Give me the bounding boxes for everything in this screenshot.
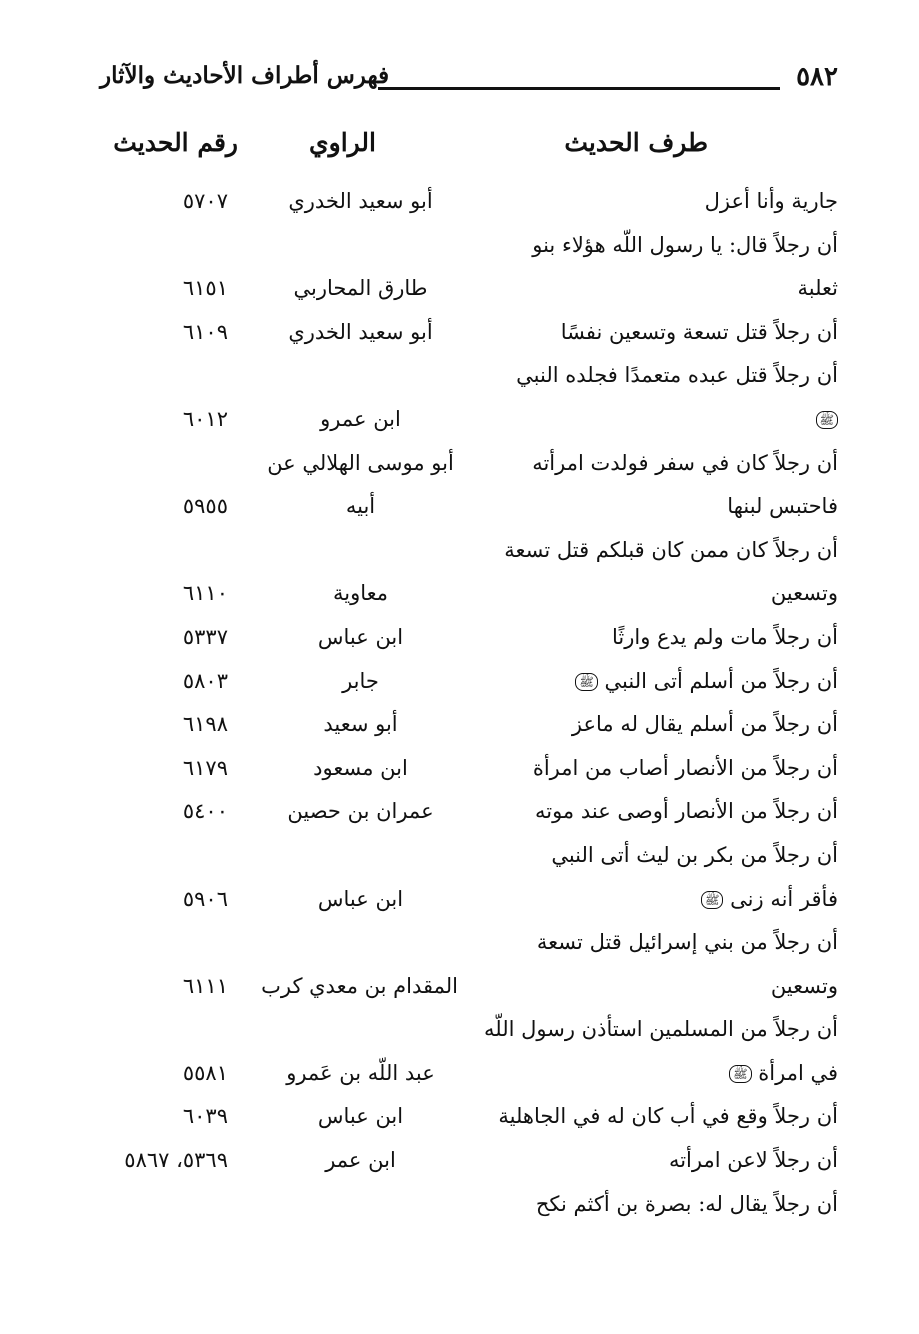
salla-honorific-icon: ﷺ xyxy=(575,673,598,691)
hadith-text xyxy=(468,1139,838,1183)
hadith-number: ٥٩٠٦ xyxy=(182,886,228,911)
index-entry xyxy=(100,311,838,355)
entry-line xyxy=(100,442,838,486)
entry-line xyxy=(100,1008,838,1052)
entry-line xyxy=(100,921,838,965)
hadith-number: ٦١١١ xyxy=(182,973,228,998)
entry-line xyxy=(100,1183,838,1227)
index-entry xyxy=(100,921,838,1008)
hadith-number: ٥٧٠٧ xyxy=(182,189,228,213)
hadith-text xyxy=(468,790,838,834)
index-entries xyxy=(100,180,838,1226)
hadith-text xyxy=(468,572,838,616)
index-entry xyxy=(100,660,838,704)
hadith-text-content: أن رجلاً من المسلمين استأذن رسول اللّه xyxy=(484,1017,838,1042)
hadith-number: ٥٨٠٣ xyxy=(182,668,228,693)
hadith-text xyxy=(468,660,838,704)
hadith-text xyxy=(468,1183,838,1227)
narrator: معاوية xyxy=(332,581,389,606)
hadith-number: ٥٣٣٧ xyxy=(182,624,228,649)
hadith-text-content: فأقر أنه زنى xyxy=(730,886,838,911)
index-entry xyxy=(100,1139,838,1183)
hadith-number: ٥٣٦٩، ٥٨٦٧ xyxy=(124,1148,228,1173)
hadith-text-content: أن رجلاً من الأنصار أوصى عند موته xyxy=(534,799,838,824)
hadith-number: ٦١٠٩ xyxy=(182,319,228,344)
hadith-text-content: أن رجلاً من بني إسرائيل قتل تسعة xyxy=(536,930,838,955)
index-entry xyxy=(100,224,838,311)
narrator: ابن عمرو xyxy=(320,406,401,431)
hadith-text xyxy=(468,616,838,660)
narrator: ابن عباس xyxy=(317,1104,404,1129)
hadith-number: ٦٠٣٩ xyxy=(182,1104,228,1129)
hadith-text-content: أن رجلاً وقع في أب كان له في الجاهلية xyxy=(498,1104,838,1129)
entry-line xyxy=(100,616,838,660)
entry-line xyxy=(100,878,838,922)
index-entry xyxy=(100,616,838,660)
narrator: ابن مسعود xyxy=(313,755,408,780)
hadith-text xyxy=(468,311,838,355)
entry-line xyxy=(100,572,838,616)
index-entry xyxy=(100,180,838,224)
entry-line xyxy=(100,790,838,834)
entry-line xyxy=(100,660,838,704)
hadith-text-content: أن رجلاً قتل عبده متعمدًا فجلده النبي xyxy=(516,363,838,388)
hadith-text-content: أن رجلاً من أسلم يقال له ماعز xyxy=(571,712,838,737)
page-header xyxy=(100,62,838,102)
index-entry xyxy=(100,1008,838,1095)
hadith-text xyxy=(468,703,838,747)
entry-line xyxy=(100,311,838,355)
running-title: فهرس أطراف الأحاديث والآثار xyxy=(100,62,390,89)
entry-line xyxy=(100,965,838,1009)
hadith-text xyxy=(468,180,838,224)
hadith-text-content: أن رجلاً لاعن امرأته xyxy=(668,1148,838,1173)
narrator: طارق المحاربي xyxy=(293,276,428,301)
hadith-text-content: أن رجلاً كان ممن كان قبلكم قتل تسعة xyxy=(504,537,838,562)
index-entry xyxy=(100,354,838,441)
narrator: ابن عباس xyxy=(317,624,404,649)
hadith-text xyxy=(468,1052,838,1096)
column-headers xyxy=(100,128,838,168)
index-entry xyxy=(100,529,838,616)
narrator: أبو سعيد الخدري xyxy=(288,319,433,344)
hadith-number: ٦١٥١ xyxy=(182,276,228,301)
hadith-number: ٦١٧٩ xyxy=(182,755,228,780)
hadith-text-content: أن رجلاً يقال له: بصرة بن أكثم نكح xyxy=(535,1191,838,1216)
narrator: ابن عباس xyxy=(317,886,404,911)
entry-line xyxy=(100,180,838,224)
page-number: ٥٨٢ xyxy=(796,62,838,92)
narrator: ابن عمر xyxy=(325,1148,396,1173)
hadith-text-content: أن رجلاً من بكر بن ليث أتى النبي xyxy=(551,842,838,867)
hadith-text xyxy=(468,529,838,573)
hadith-text xyxy=(468,834,838,878)
hadith-number: ٥٩٥٥ xyxy=(182,494,228,519)
entry-line xyxy=(100,1095,838,1139)
hadith-text xyxy=(468,224,838,268)
hadith-text-content: أن رجلاً من الأنصار أصاب من امرأة xyxy=(532,755,838,780)
narrator: عمران بن حصين xyxy=(287,799,434,824)
hadith-text xyxy=(468,398,838,442)
entry-line xyxy=(100,485,838,529)
hadith-text-content: فاحتبس لبنها xyxy=(727,494,838,519)
hadith-text-content: في امرأة xyxy=(758,1060,838,1085)
entry-line xyxy=(100,1139,838,1183)
narrator: المقدام بن معدي كرب xyxy=(261,973,458,998)
narrator: أبيه xyxy=(345,494,376,519)
hadith-text-content: أن رجلاً مات ولم يدع وارثًا xyxy=(612,624,838,649)
entry-line xyxy=(100,834,838,878)
entry-line xyxy=(100,224,838,268)
entry-line xyxy=(100,703,838,747)
hadith-text xyxy=(468,965,838,1009)
hadith-number: ٦١١٠ xyxy=(182,581,228,606)
salla-honorific-icon: ﷺ xyxy=(816,411,839,429)
column-header-hadith-text: طرف الحديث xyxy=(564,128,708,157)
column-header-narrator: الراوي xyxy=(309,128,376,157)
hadith-text xyxy=(468,267,838,311)
index-entry xyxy=(100,442,838,529)
narrator: أبو سعيد xyxy=(323,712,398,737)
hadith-number: ٦٠١٢ xyxy=(182,406,228,431)
hadith-number: ٥٥٨١ xyxy=(182,1060,228,1085)
salla-honorific-icon: ﷺ xyxy=(701,891,724,909)
entry-line xyxy=(100,1052,838,1096)
index-entry xyxy=(100,1183,838,1227)
hadith-text-content: وتسعين xyxy=(770,973,838,998)
hadith-text-content: أن رجلاً قتل تسعة وتسعين نفسًا xyxy=(560,319,838,344)
hadith-text-content: وتسعين xyxy=(770,581,838,606)
hadith-text xyxy=(468,878,838,922)
hadith-text-content: ثعلبة xyxy=(797,276,838,301)
salla-honorific-icon: ﷺ xyxy=(729,1065,752,1083)
entry-line xyxy=(100,529,838,573)
hadith-text xyxy=(468,921,838,965)
hadith-text-content: أن رجلاً من أسلم أتى النبي xyxy=(604,668,838,693)
hadith-text-content: أن رجلاً كان في سفر فولدت امرأته xyxy=(532,450,838,475)
index-entry xyxy=(100,1095,838,1139)
entry-line xyxy=(100,354,838,398)
index-entry xyxy=(100,834,838,921)
narrator: أبو موسى الهلالي عن xyxy=(267,450,454,475)
entry-line xyxy=(100,398,838,442)
entry-line xyxy=(100,747,838,791)
hadith-text xyxy=(468,1095,838,1139)
index-entry xyxy=(100,703,838,747)
index-entry xyxy=(100,747,838,791)
narrator: أبو سعيد الخدري xyxy=(288,189,433,213)
hadith-text xyxy=(468,354,838,398)
hadith-text xyxy=(468,442,838,486)
narrator: جابر xyxy=(342,668,379,693)
hadith-number: ٦١٩٨ xyxy=(182,712,228,737)
narrator: عبد اللّه بن عَمرو xyxy=(286,1060,435,1085)
index-entry xyxy=(100,790,838,834)
column-header-hadith-number: رقم الحديث xyxy=(113,128,238,157)
hadith-text xyxy=(468,1008,838,1052)
hadith-text xyxy=(468,485,838,529)
hadith-text-content: جارية وأنا أعزل xyxy=(704,189,838,213)
hadith-text-content: أن رجلاً قال: يا رسول اللّه هؤلاء بنو xyxy=(532,232,838,257)
header-rule xyxy=(378,87,780,90)
hadith-number: ٥٤٠٠ xyxy=(182,799,228,824)
entry-line xyxy=(100,267,838,311)
hadith-text xyxy=(468,747,838,791)
